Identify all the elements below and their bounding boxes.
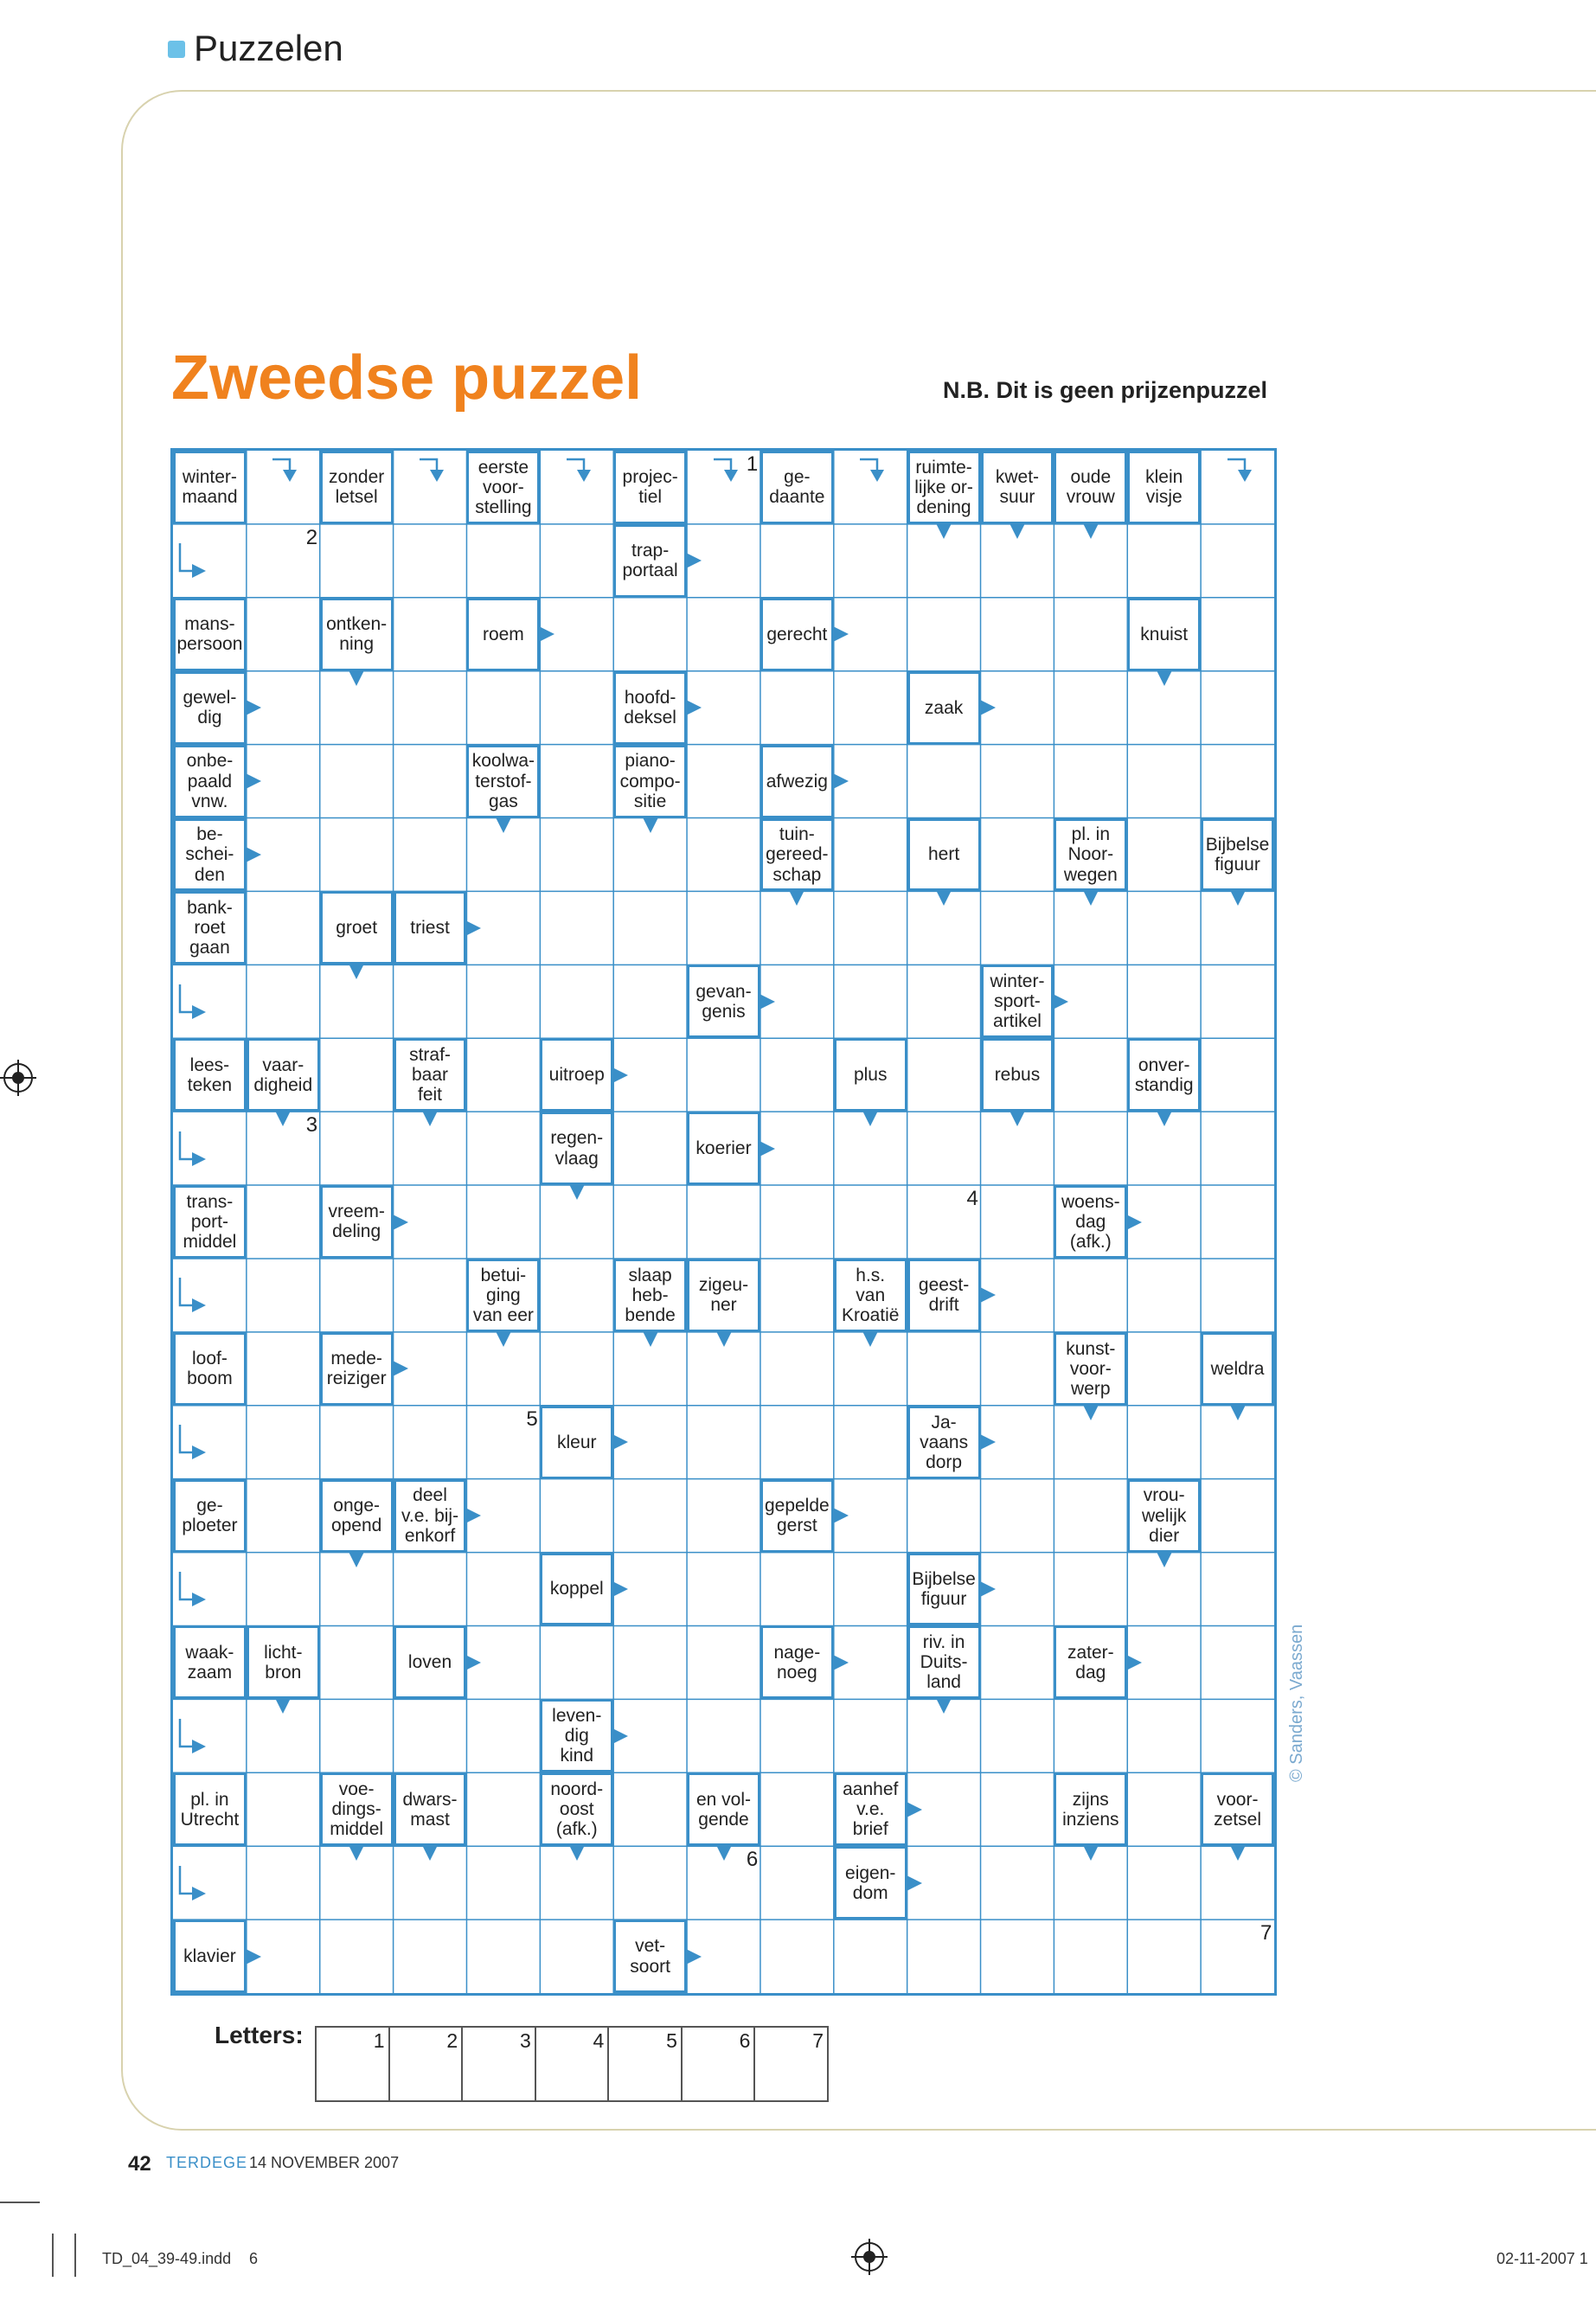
letters-label: Letters: (215, 2022, 304, 2048)
letter-box[interactable] (609, 2028, 683, 2100)
clue-cell (1054, 818, 1127, 892)
clue-cell (1201, 1772, 1274, 1846)
clue-cell (613, 745, 687, 818)
clue-cell (394, 891, 467, 965)
page-number: 42 (128, 2152, 151, 2176)
clue-text: klavier (183, 1945, 236, 1966)
clue-text: regen- vlaag (550, 1128, 604, 1169)
clue-text: Bijbelse figuur (912, 1568, 976, 1609)
clue-cell (394, 1772, 467, 1846)
clue-text: zigeu- ner (698, 1275, 749, 1316)
clue-text: zaak (924, 697, 964, 718)
clue-cell (981, 1038, 1054, 1112)
clue-cell (173, 818, 247, 892)
clue-cell (907, 1625, 981, 1699)
clue-text: gevan- genis (695, 981, 752, 1022)
clue-text: zater- dag (1067, 1642, 1114, 1682)
clue-cell (1054, 1625, 1127, 1699)
clue-text: riv. in Duits- land (920, 1632, 968, 1693)
clue-cell (540, 1038, 613, 1112)
clue-text: uitroep (548, 1065, 605, 1086)
clue-text: onge- opend (330, 1496, 382, 1536)
clue-text: gerecht (766, 624, 828, 644)
clue-text: zijns inziens (1062, 1789, 1119, 1830)
clue-text: h.s. van Kroatië (841, 1265, 900, 1325)
puzzle-title: Zweedse puzzel (171, 343, 643, 413)
clue-cell (1201, 1332, 1274, 1406)
clue-text: bank- roet gaan (187, 898, 233, 958)
clue-text: licht- bron (264, 1642, 303, 1682)
clue-text: ge- daante (769, 467, 825, 508)
clue-cell (1054, 1185, 1127, 1259)
clue-cell (320, 891, 394, 965)
clue-text: projec- tiel (622, 467, 678, 508)
issue-date: 14 NOVEMBER 2007 (249, 2154, 400, 2171)
clue-text: mans- persoon (176, 614, 243, 655)
clue-cell (613, 524, 687, 598)
letter-box[interactable] (390, 2028, 464, 2100)
clue-cell (247, 1038, 320, 1112)
clue-cell (760, 745, 834, 818)
clue-cell (247, 1625, 320, 1699)
clue-cell (173, 1772, 247, 1846)
crop-mark (74, 2234, 76, 2277)
clue-cell (613, 1259, 687, 1332)
clue-cell (760, 1479, 834, 1553)
clue-text: voor- zetsel (1214, 1789, 1261, 1830)
letter-box[interactable] (683, 2028, 756, 2100)
slug-page: 6 (249, 2250, 259, 2267)
clue-cell (907, 818, 981, 892)
clue-cell (320, 1332, 394, 1406)
clue-text: noord- oost (afk.) (550, 1779, 604, 1840)
clue-text: hoofd- deksel (624, 688, 676, 728)
clue-text: winter- sport- artikel (990, 971, 1045, 1032)
clue-text: geest- drift (918, 1275, 970, 1316)
clue-text: kleur (556, 1432, 597, 1452)
letter-box[interactable] (536, 2028, 610, 2100)
letter-box-number: 7 (812, 2029, 824, 2052)
solution-number: 1 (746, 452, 759, 476)
clue-cell (760, 1625, 834, 1699)
clue-text: woens- dag (afk.) (1061, 1191, 1120, 1253)
clue-cell (173, 1625, 247, 1699)
letter-box[interactable] (463, 2028, 536, 2100)
clue-text: loven (407, 1652, 452, 1673)
clue-cell (173, 451, 247, 524)
clue-text: en vol- gende (695, 1789, 751, 1830)
clue-text: koerier (695, 1138, 752, 1159)
clue-text: kunst- voor- werp (1066, 1338, 1116, 1399)
clue-text: oude vrouw (1066, 467, 1115, 508)
clue-text: knuist (1140, 624, 1189, 644)
clue-cell (320, 451, 394, 524)
clue-text: eerste voor- stelling (475, 457, 532, 517)
clue-text: waak- zaam (185, 1642, 234, 1682)
solution-letter-boxes[interactable] (315, 2026, 829, 2102)
clue-text: leven- dig kind (552, 1706, 602, 1766)
letter-box[interactable] (317, 2028, 390, 2100)
clue-cell (613, 1920, 687, 1993)
clue-text: voe- dings- middel (330, 1779, 384, 1840)
clue-cell (981, 965, 1054, 1038)
clue-text: Bijbelse figuur (1205, 834, 1270, 875)
clue-cell (834, 1772, 907, 1846)
clue-text: koolwa- terstof- gas (471, 751, 535, 811)
clue-cell (687, 1772, 760, 1846)
registration-mark-icon (855, 2242, 884, 2272)
clue-text: aanhef v.e. brief (843, 1779, 899, 1840)
clue-text: hert (927, 844, 960, 865)
clue-text: onbe- paald vnw. (186, 751, 234, 811)
clue-cell (1054, 1772, 1127, 1846)
clue-text: gewel- dig (183, 688, 237, 728)
letter-box-number: 2 (446, 2029, 458, 2052)
clue-text: straf- baar feit (409, 1045, 451, 1106)
clue-text: triest (410, 918, 450, 939)
clue-text: pl. in Utrecht (180, 1789, 240, 1830)
clue-text: pl. in Noor- wegen (1063, 824, 1118, 885)
clue-cell (173, 1038, 247, 1112)
clue-cell (466, 598, 540, 671)
clue-cell (907, 1553, 981, 1626)
clue-cell (320, 1772, 394, 1846)
clue-text: trap- portaal (622, 541, 678, 581)
clue-text: nage- noeg (773, 1642, 821, 1682)
letter-box-number: 5 (666, 2029, 677, 2052)
clue-cell (760, 598, 834, 671)
clue-cell (1127, 1038, 1201, 1112)
clue-text: vet- soort (630, 1936, 670, 1977)
clue-text: weldra (1210, 1358, 1265, 1379)
clue-text: ge- ploeter (182, 1496, 238, 1536)
letter-box-number: 4 (593, 2029, 605, 2052)
puzzle-note: N.B. Dit is geen prijzenpuzzel (943, 377, 1268, 403)
clue-text: koppel (549, 1579, 604, 1599)
clue-text: piano- compo- sitie (619, 751, 681, 811)
clue-cell (173, 1185, 247, 1259)
clue-cell (1127, 1479, 1201, 1553)
clue-cell (834, 1038, 907, 1112)
clue-cell (466, 1259, 540, 1332)
clue-text: ruimte- lijke or- dening (914, 457, 973, 517)
clue-cell (540, 1406, 613, 1479)
clue-cell (687, 965, 760, 1038)
clue-text: klein visje (1145, 467, 1183, 508)
clue-text: winter- maand (182, 467, 238, 508)
clue-text: groet (336, 918, 378, 939)
clue-cell (1127, 598, 1201, 671)
solution-number: 3 (305, 1113, 318, 1138)
slug-filename: TD_04_39-49.indd (102, 2250, 232, 2267)
clue-cell (907, 1406, 981, 1479)
clue-cell (834, 1846, 907, 1920)
clue-cell (613, 671, 687, 745)
clue-cell (466, 745, 540, 818)
clue-cell (760, 818, 834, 892)
clue-cell (173, 598, 247, 671)
clue-cell (394, 1479, 467, 1553)
clue-cell (394, 1625, 467, 1699)
clue-text: vrou- welijk dier (1142, 1485, 1187, 1546)
clue-cell (466, 451, 540, 524)
clue-cell (173, 1920, 247, 1993)
letter-box-number: 3 (519, 2029, 531, 2052)
clue-text: roem (482, 624, 524, 644)
letter-box-number: 1 (373, 2029, 385, 2052)
letter-box[interactable] (755, 2028, 827, 2100)
clue-cell (173, 1479, 247, 1553)
section-title: Puzzelen (194, 28, 343, 68)
clue-text: gepelde gerst (764, 1496, 830, 1536)
clue-text: trans- port- middel (183, 1191, 237, 1253)
clue-cell (173, 891, 247, 965)
clue-text: rebus (994, 1065, 1041, 1086)
clue-cell (320, 598, 394, 671)
clue-cell (320, 1479, 394, 1553)
clue-text: vreem- deling (328, 1202, 385, 1242)
solution-number: 5 (526, 1407, 538, 1431)
clue-cell (540, 1699, 613, 1772)
solution-number: 6 (746, 1848, 759, 1872)
clue-cell (1201, 818, 1274, 892)
magazine-name: TERDEGE (166, 2154, 248, 2171)
clue-text: onver- standig (1134, 1054, 1194, 1095)
section-marker (168, 41, 185, 58)
clue-cell (540, 1112, 613, 1185)
solution-number: 4 (966, 1187, 978, 1211)
clue-cell (540, 1553, 613, 1626)
clue-text: vaar- digheid (253, 1054, 313, 1095)
slug-date: 02-11-2007 1 (1497, 2250, 1588, 2267)
clue-cell (613, 451, 687, 524)
crossword-grid[interactable] (170, 448, 1277, 1996)
clue-text: tuin- gereed- schap (766, 824, 829, 885)
crop-mark (52, 2234, 54, 2277)
clue-cell (907, 451, 981, 524)
credit-line: © Sanders, Vaassen (1287, 1624, 1306, 1782)
clue-text: dwars- mast (402, 1789, 458, 1830)
clue-text: ontken- ning (326, 614, 388, 655)
clue-cell (173, 671, 247, 745)
clue-cell (1054, 451, 1127, 524)
clue-text: eigen- dom (845, 1862, 896, 1903)
clue-cell (540, 1772, 613, 1846)
clue-text: betui- ging van eer (472, 1265, 534, 1325)
clue-text: plus (853, 1065, 888, 1086)
clue-text: loof- boom (187, 1349, 233, 1389)
clue-text: Ja- vaans dorp (920, 1412, 969, 1472)
solution-number: 7 (1260, 1921, 1272, 1945)
clue-cell (687, 1112, 760, 1185)
clue-cell (320, 1185, 394, 1259)
clue-cell (687, 1259, 760, 1332)
clue-cell (1127, 451, 1201, 524)
clue-text: afwezig (766, 771, 828, 792)
clue-cell (907, 671, 981, 745)
clue-text: be- schei- den (185, 824, 234, 885)
clue-cell (173, 1332, 247, 1406)
clue-cell (173, 745, 247, 818)
clue-cell (1054, 1332, 1127, 1406)
letter-box-number: 6 (739, 2029, 751, 2052)
clue-text: slaap heb- bende (625, 1265, 676, 1325)
clue-cell (981, 451, 1054, 524)
clue-text: lees- teken (187, 1054, 233, 1095)
solution-number: 2 (305, 525, 318, 549)
crop-mark (0, 2202, 40, 2203)
clue-cell (760, 451, 834, 524)
clue-text: zonder letsel (329, 467, 385, 508)
clue-cell (394, 1038, 467, 1112)
clue-cell (834, 1259, 907, 1332)
clue-text: mede- reiziger (326, 1349, 387, 1389)
registration-mark-icon (3, 1063, 33, 1093)
clue-cell (907, 1259, 981, 1332)
clue-text: kwet- suur (995, 467, 1040, 508)
clue-text: deel v.e. bij- enkorf (401, 1485, 459, 1546)
